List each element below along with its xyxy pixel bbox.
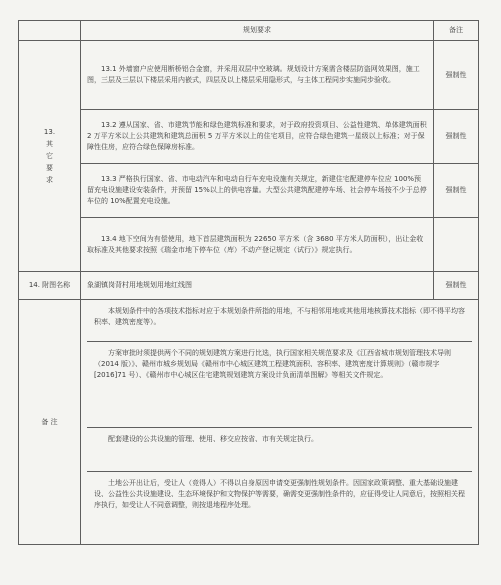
remark-14: 强制性	[434, 272, 479, 300]
requirement-13-4	[81, 218, 434, 272]
section-14-title: 14. 附图名称	[19, 272, 81, 300]
section-13-title: 13. 其 它 要 求	[43, 128, 56, 184]
table-row	[19, 164, 479, 218]
remark-13-1: 强制性	[434, 41, 479, 110]
remark-13-2: 强制性	[434, 110, 479, 164]
table-row	[19, 110, 479, 164]
header-remark: 备注	[434, 21, 479, 41]
remark-13-3: 强制性	[434, 164, 479, 218]
requirement-text: 13.1 外墙窗户应使用断桥铝合金窗，并采用双层中空玻璃。规划设计方案需含楼层防盗网效果图，施工图，三层及三层以下楼层采用内嵌式，四层及以上楼层采用隐形式，与主体工程同步实施同步验收。	[87, 65, 420, 84]
table-header-row	[19, 21, 479, 41]
requirement-text: 13.4 地下空间为有偿使用，地下首层建筑面积为 22650 平方米（含 3680 平方米人防面积），出让金收取标准及其他要求按照《瑞金市地下停车位（库）不动产登记规定（试行）》规定执行。	[87, 234, 424, 254]
table-row	[19, 218, 479, 272]
section-13-title-cell	[19, 41, 81, 272]
remark-13-4	[434, 218, 479, 272]
note-item: 方案审批时须提供两个不同的规划建筑方案进行比选，执行国家相关规范要求及《江西省城市规划管理技术导则（2014 版）》、赣州市城乡规划局《赣州市中心城区建筑工程建筑面积、容积率、建筑密度计算规则》（赣市规字[2016]71 号）、《赣州市中心城区住宅建筑规划建筑方案设计负面清单图解》等相关文件规定。	[87, 342, 472, 428]
table-row	[19, 272, 479, 300]
notes-row	[19, 300, 479, 545]
table-row	[19, 41, 479, 110]
planning-conditions-table	[18, 20, 479, 545]
notes-cell	[81, 300, 479, 545]
note-item: 土地公开出让后，受让人（竞得人）不得以自身原因申请变更强制性规划条件。因国家政策调整、重大基础设施建设、公益性公共设施建设、生态环境保护和文物保护等需要，确需变更强制性条件的，应征得受让人同意后，按照相关程序执行，如受让人不同意调整，则按退地程序处理。	[94, 479, 465, 509]
requirement-13-2	[81, 110, 434, 164]
note-item: 配套建设的公共设施的管理、使用、移交应按省、市有关规定执行。	[87, 428, 472, 472]
requirement-text: 13.2 遵从国家、省、市建筑节能和绿色建筑标准和要求，对于政府投资项目、公益性建筑、单体建筑面积 2 万平方米以上公共建筑和建筑总面积 5 万平方米以上的住宅项目，应符合绿色建筑一星级以上标准；对于保障性住房，应符合绿色保障房标准。	[87, 121, 427, 151]
note-item: 本规划条件中的各项技术指标对应于本规划条件所指的用地，不与相邻用地或其他用地核算技术指标（即不得平均容积率、建筑密度等）。	[87, 300, 472, 342]
requirement-text: 13.3 严格执行国家、省、市电动汽车和电动自行车充电设施有关规定，新建住宅配建停车位应 100%预留充电设施建设安装条件，并预留 15%以上的供电容量。大型公共建筑配建停车场、社会停车场按不少于总停车位的 10%配置充电设施。	[87, 175, 427, 205]
header-blank-cell	[19, 21, 81, 41]
attachment-name: 象湖镇岗背村用地规划用地红线图	[81, 272, 434, 300]
notes-title: 备 注	[19, 300, 81, 545]
header-requirement: 规划要求	[81, 21, 434, 41]
requirement-13-3	[81, 164, 434, 218]
requirement-13-1	[81, 41, 434, 110]
